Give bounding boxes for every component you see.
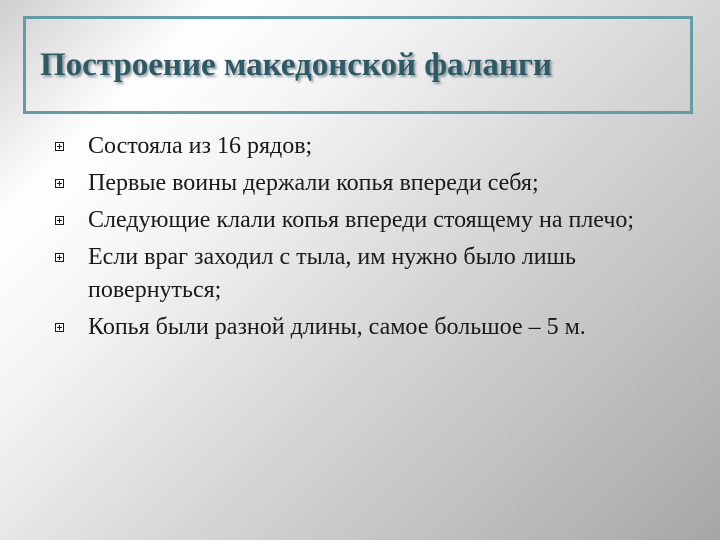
bullet-list bbox=[50, 130, 690, 348]
bullet-item bbox=[50, 167, 690, 200]
bullet-item bbox=[50, 311, 690, 344]
bullet-text: Если враг заходил с тыла, им нужно было лишь повернуться; bbox=[88, 244, 576, 303]
bullet-text: Первые воины держали копья впереди себя; bbox=[88, 170, 539, 196]
title-frame bbox=[23, 16, 693, 114]
boxed-plus-bullet-icon bbox=[55, 253, 64, 262]
bullet-item bbox=[50, 204, 690, 237]
bullet-item bbox=[50, 241, 690, 307]
bullet-item bbox=[50, 130, 690, 163]
boxed-plus-bullet-icon bbox=[55, 216, 64, 225]
slide-title: Построение македонской фаланги bbox=[40, 46, 552, 83]
bullet-text: Состояла из 16 рядов; bbox=[88, 133, 313, 159]
boxed-plus-bullet-icon bbox=[55, 323, 64, 332]
bullet-text: Следующие клали копья впереди стоящему на плечо; bbox=[88, 207, 635, 233]
boxed-plus-bullet-icon bbox=[55, 142, 64, 151]
bullet-text: Копья были разной длины, самое большое – 5 м. bbox=[88, 314, 586, 340]
boxed-plus-bullet-icon bbox=[55, 179, 64, 188]
